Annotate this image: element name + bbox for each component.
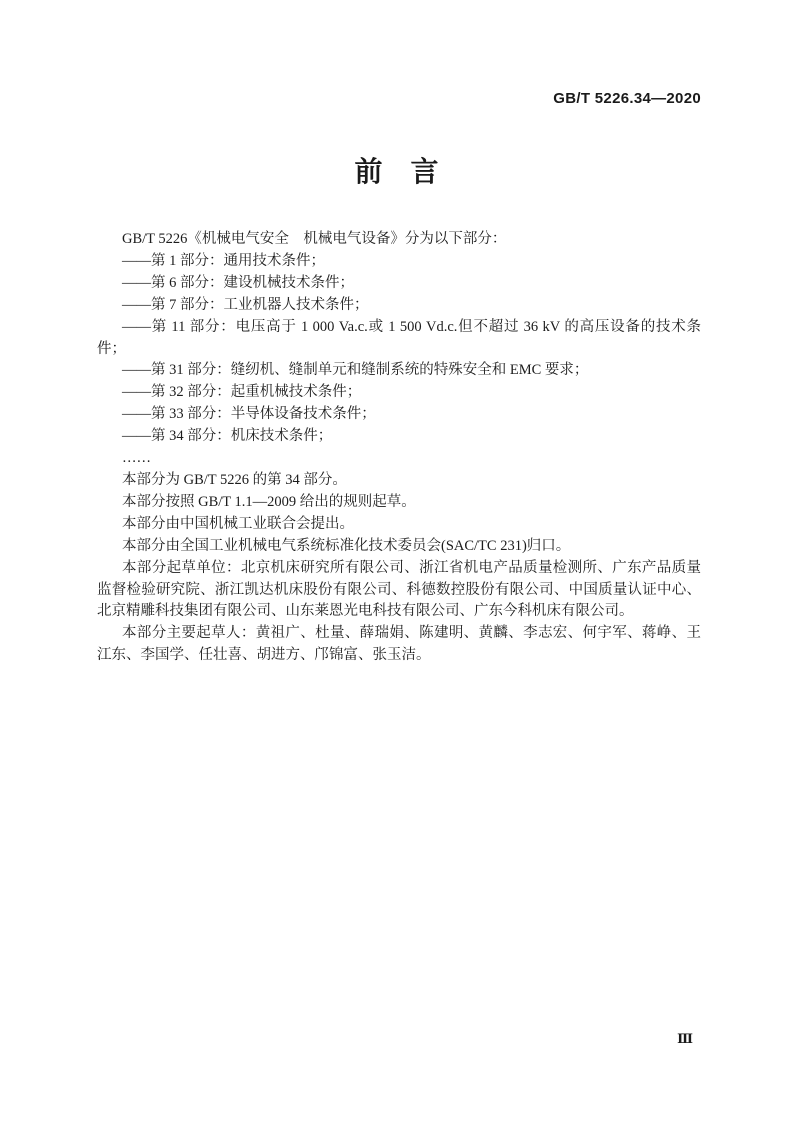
- statement: 本部分由中国机械工业联合会提出。: [122, 515, 354, 532]
- statement: 本部分为 GB/T 5226 的第 34 部分。: [122, 471, 347, 488]
- foreword-content: [97, 229, 701, 667]
- part-item: ——第 6 部分：建设机械技术条件；: [122, 274, 354, 291]
- part-item: ——第 31 部分：缝纫机、缝制单元和缝制系统的特殊安全和 EMC 要求；: [122, 362, 589, 379]
- ellipsis-line: ……: [122, 450, 151, 467]
- drafters-paragraph: 本部分主要起草人：黄祖广、杜量、薛瑞娟、陈建明、黄麟、李志宏、何宇军、蒋峥、王江东、李国学、任壮喜、胡进方、邝锦富、张玉洁。: [97, 625, 701, 664]
- page-title: 前 言: [354, 156, 439, 187]
- doc-code: GB/T 5226.34—2020: [553, 90, 701, 107]
- drafting-orgs-paragraph: 本部分起草单位：北京机床研究所有限公司、浙江省机电产品质量检测所、广东产品质量监督检验研究院、浙江凯达机床股份有限公司、科德数控股份有限公司、中国质量认证中心、北京精雕科技集团有限公司、山东莱恩光电科技有限公司、广东今科机床有限公司。: [97, 559, 701, 620]
- part-item: ——第 11 部分：电压高于 1 000 Va.c.或 1 500 Vd.c.但不超过 36 kV 的高压设备的技术条件；: [97, 318, 701, 357]
- statement: 本部分按照 GB/T 1.1—2009 给出的规则起草。: [122, 493, 416, 510]
- part-item: ——第 7 部分：工业机器人技术条件；: [122, 296, 369, 313]
- foreword-intro: GB/T 5226《机械电气安全 机械电气设备》分为以下部分：: [122, 231, 507, 247]
- part-item: ——第 33 部分：半导体设备技术条件；: [122, 406, 376, 423]
- part-item: ——第 34 部分：机床技术条件；: [122, 428, 333, 445]
- part-item: ——第 1 部分：通用技术条件；: [122, 252, 325, 269]
- statement: 本部分由全国工业机械电气系统标准化技术委员会(SAC/TC 231)归口。: [122, 537, 571, 554]
- part-item: ——第 32 部分：起重机械技术条件；: [122, 384, 362, 401]
- page-number: Ⅲ: [677, 1031, 693, 1046]
